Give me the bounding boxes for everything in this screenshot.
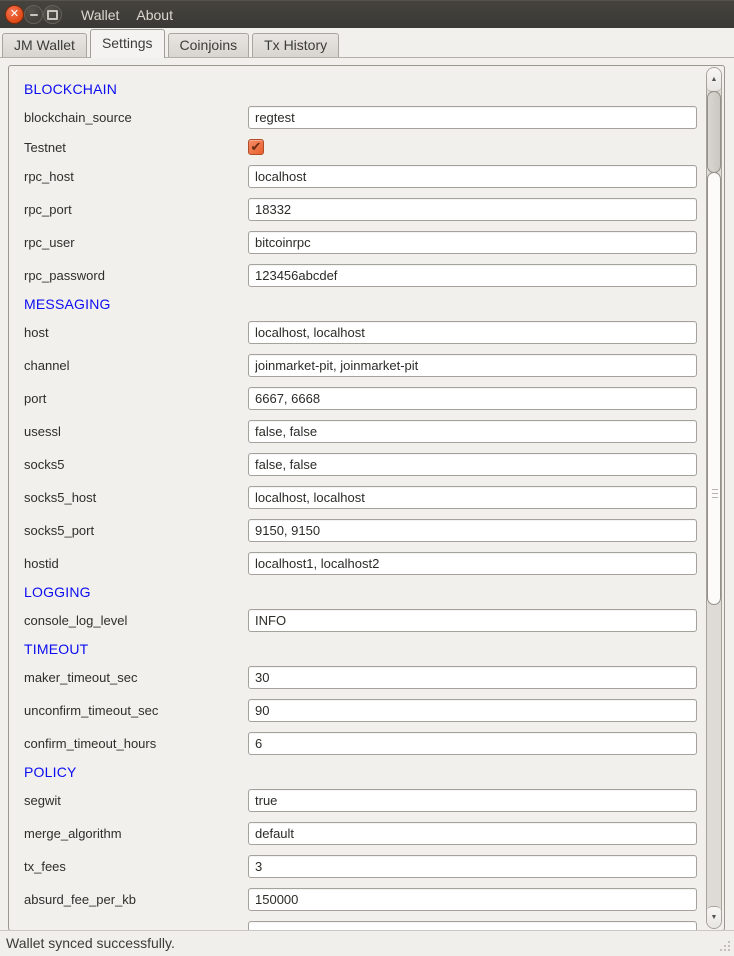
settings-form bbox=[9, 66, 704, 931]
tab-settings[interactable]: Settings bbox=[90, 29, 165, 58]
form-row bbox=[24, 420, 704, 443]
input-channel[interactable] bbox=[248, 354, 697, 377]
field-label: tx_fees bbox=[24, 859, 66, 874]
scrollbar-thumb[interactable] bbox=[707, 172, 721, 605]
field-label: unconfirm_timeout_sec bbox=[24, 703, 159, 718]
form-row bbox=[24, 165, 704, 188]
input-port[interactable] bbox=[248, 387, 697, 410]
tab-coinjoins[interactable]: Coinjoins bbox=[168, 33, 250, 57]
minimize-button[interactable] bbox=[24, 5, 43, 24]
content-pane bbox=[0, 57, 734, 930]
check-icon: ✔ bbox=[250, 138, 262, 154]
maximize-button[interactable] bbox=[43, 5, 62, 24]
form-row bbox=[24, 106, 704, 129]
status-bar bbox=[0, 930, 734, 956]
scroll-up-button[interactable] bbox=[707, 68, 721, 92]
field-label: port bbox=[24, 391, 47, 406]
field-label: segwit bbox=[24, 793, 61, 808]
menu-about[interactable]: About bbox=[136, 7, 173, 23]
tab-jm-wallet[interactable]: JM Wallet bbox=[2, 33, 87, 57]
input-usessl[interactable] bbox=[248, 420, 697, 443]
input-hostid[interactable] bbox=[248, 552, 697, 575]
form-row bbox=[24, 486, 704, 509]
settings-scroll-area bbox=[8, 65, 725, 931]
menu-bar bbox=[79, 1, 175, 29]
field-label: channel bbox=[24, 358, 70, 373]
section-header: TIMEOUT bbox=[24, 641, 89, 657]
field-label: merge_algorithm bbox=[24, 826, 122, 841]
scrollbar-segment[interactable] bbox=[707, 91, 721, 173]
field-label: rpc_host bbox=[24, 169, 74, 184]
form-row bbox=[24, 666, 704, 689]
scroll-down-button[interactable] bbox=[707, 906, 721, 928]
field-label: confirm_timeout_hours bbox=[24, 736, 157, 751]
form-row bbox=[24, 699, 704, 722]
form-row bbox=[24, 888, 704, 911]
status-message: Wallet synced successfully. bbox=[6, 935, 175, 951]
input-blockchain-source[interactable] bbox=[248, 106, 697, 129]
form-row bbox=[24, 855, 704, 878]
form-row bbox=[24, 453, 704, 476]
form-row bbox=[24, 264, 704, 287]
field-label: rpc_port bbox=[24, 202, 72, 217]
form-row bbox=[24, 822, 704, 845]
section-header: LOGGING bbox=[24, 584, 91, 600]
input-rpc-user[interactable] bbox=[248, 231, 697, 254]
field-label: maker_timeout_sec bbox=[24, 670, 138, 685]
input-socks5[interactable] bbox=[248, 453, 697, 476]
section-header: BLOCKCHAIN bbox=[24, 81, 118, 97]
field-label: Testnet bbox=[24, 139, 66, 155]
field-label: usessl bbox=[24, 424, 61, 439]
checkbox-testnet[interactable] bbox=[248, 139, 264, 155]
input-rpc-port[interactable] bbox=[248, 198, 697, 221]
section-header: POLICY bbox=[24, 764, 77, 780]
form-row bbox=[24, 519, 704, 542]
field-label: rpc_user bbox=[24, 235, 75, 250]
input-maker-timeout-sec[interactable] bbox=[248, 666, 697, 689]
title-bar bbox=[0, 0, 734, 28]
input-socks5-host[interactable] bbox=[248, 486, 697, 509]
resize-grip[interactable] bbox=[728, 949, 730, 951]
input-rpc-password[interactable] bbox=[248, 264, 697, 287]
field-label: rpc_password bbox=[24, 268, 105, 283]
field-label: host bbox=[24, 325, 49, 340]
tab-tx-history[interactable]: Tx History bbox=[252, 33, 339, 57]
scroll-up-icon: ▲ bbox=[710, 76, 718, 83]
section-header: MESSAGING bbox=[24, 296, 111, 312]
input-host[interactable] bbox=[248, 321, 697, 344]
maximize-icon bbox=[47, 10, 58, 20]
input-segwit[interactable] bbox=[248, 789, 697, 812]
field-label: socks5_port bbox=[24, 523, 95, 538]
form-row bbox=[24, 732, 704, 755]
form-row bbox=[24, 231, 704, 254]
close-icon: ✕ bbox=[9, 7, 20, 20]
vertical-scrollbar[interactable] bbox=[706, 67, 722, 929]
form-row bbox=[24, 354, 704, 377]
input-confirm-timeout-hours[interactable] bbox=[248, 732, 697, 755]
minimize-icon bbox=[30, 14, 38, 16]
close-button[interactable] bbox=[5, 5, 24, 24]
input-tx-fees[interactable] bbox=[248, 855, 697, 878]
form-row bbox=[24, 387, 704, 410]
form-row bbox=[24, 789, 704, 812]
field-label: console_log_level bbox=[24, 613, 128, 628]
input-merge-algorithm[interactable] bbox=[248, 822, 697, 845]
menu-wallet[interactable]: Wallet bbox=[81, 7, 120, 23]
form-row bbox=[24, 609, 704, 632]
field-label: socks5 bbox=[24, 457, 65, 472]
field-label: socks5_host bbox=[24, 490, 97, 505]
input-absurd-fee-per-kb[interactable] bbox=[248, 888, 697, 911]
scrollbar-grip-icon bbox=[712, 489, 718, 490]
field-label: hostid bbox=[24, 556, 59, 571]
field-label: absurd_fee_per_kb bbox=[24, 892, 137, 907]
form-row bbox=[24, 552, 704, 575]
input-socks5-port[interactable] bbox=[248, 519, 697, 542]
input-console-log-level[interactable] bbox=[248, 609, 697, 632]
scroll-down-icon: ▼ bbox=[710, 914, 718, 921]
form-row bbox=[24, 321, 704, 344]
input-unconfirm-timeout-sec[interactable] bbox=[248, 699, 697, 722]
form-row bbox=[24, 139, 704, 155]
input-rpc-host[interactable] bbox=[248, 165, 697, 188]
form-row bbox=[24, 198, 704, 221]
tab-bar bbox=[0, 28, 734, 57]
field-label: blockchain_source bbox=[24, 110, 132, 125]
